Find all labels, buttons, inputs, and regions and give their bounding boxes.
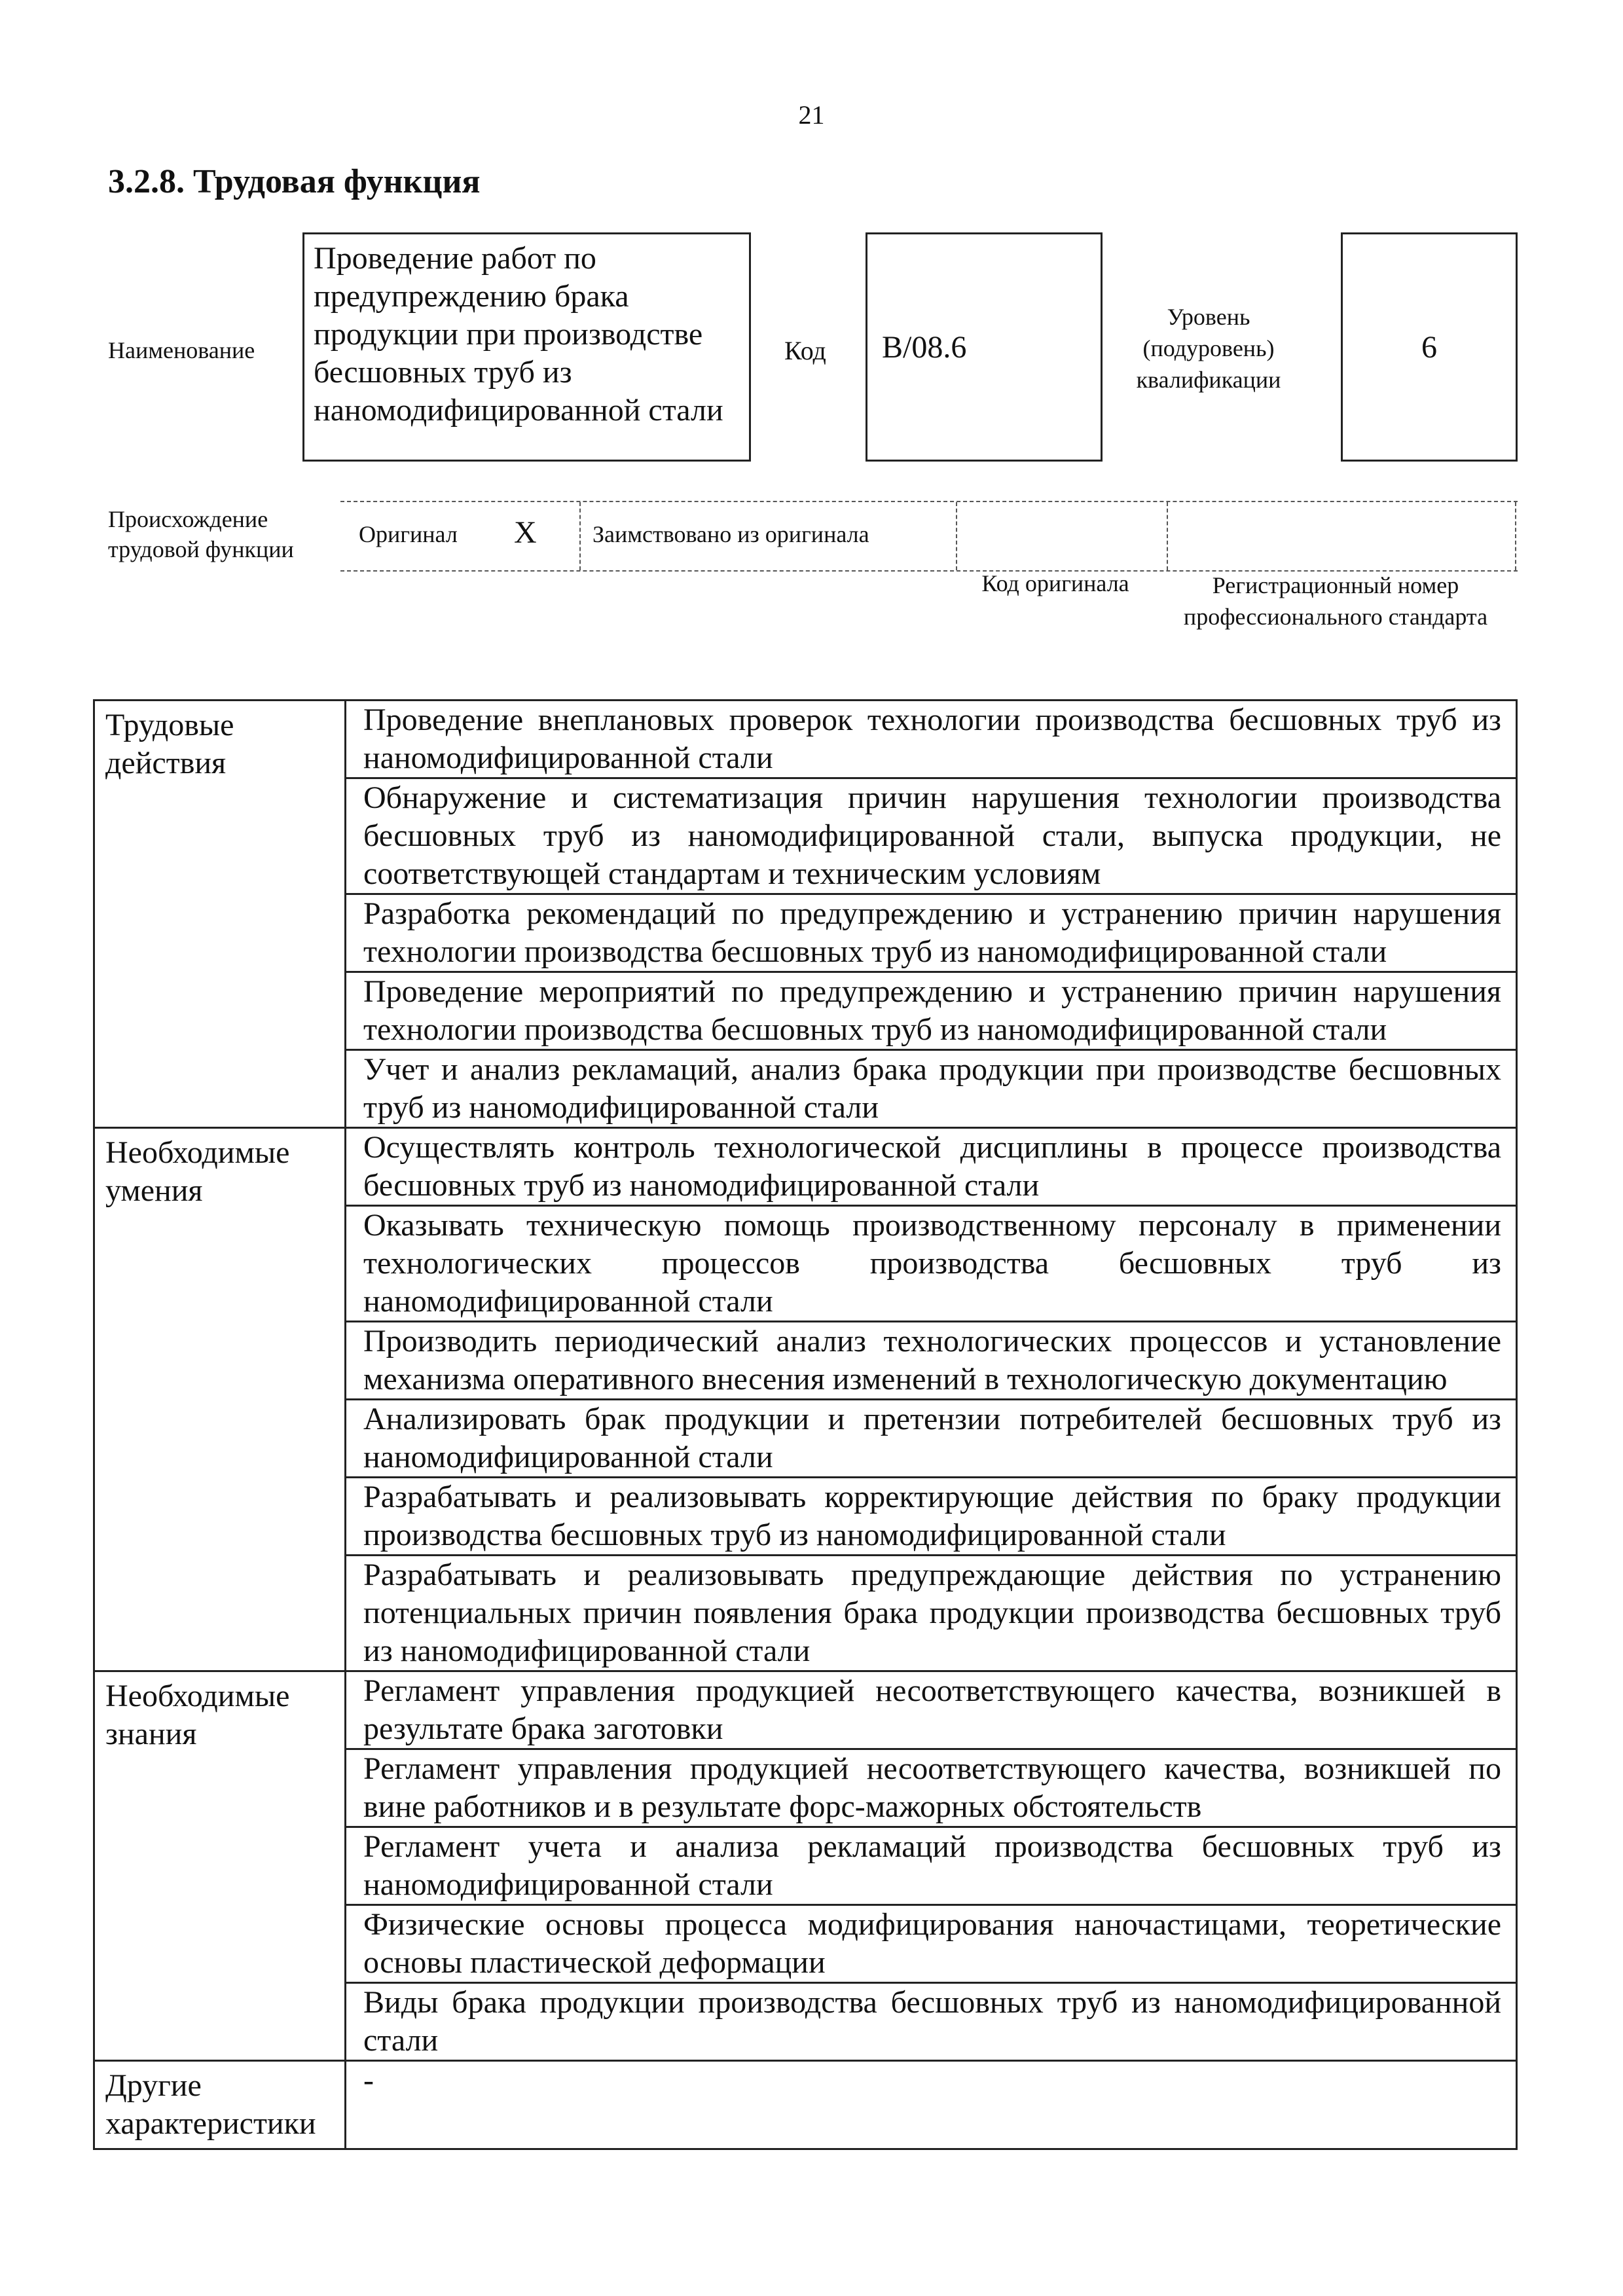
original-code-caption: Код оригинала [981, 570, 1129, 596]
skills-label: Необходимые умения [94, 1128, 346, 1671]
table-row [94, 1128, 1517, 1206]
name-label: Наименование [108, 337, 255, 363]
skill-item: Осуществлять контроль технологической дисциплины в процессе производства бесшовных труб из наномодифицированной стали [346, 1128, 1517, 1206]
qualification-level-label: Уровень (подуровень) квалификации [1136, 304, 1281, 393]
qualification-level-box: 6 [1341, 232, 1518, 462]
page-number: 21 [798, 100, 825, 130]
code-label: Код [784, 336, 826, 365]
original-mark: X [514, 515, 537, 550]
skill-item: Разрабатывать и реализовывать предупреждающие действия по устранению потенциальных причин появления брака продукции производства бесшовных труб из наномодифицированной стали [346, 1556, 1517, 1671]
action-item: Проведение внеплановых проверок технологии производства бесшовных труб из наномодифицированной стали [346, 701, 1517, 778]
skill-item: Анализировать брак продукции и претензии потребителей бесшовных труб из наномодифицированной стали [346, 1400, 1517, 1478]
action-item: Учет и анализ рекламаций, анализ брака продукции при производстве бесшовных труб из наномодифицированной стали [346, 1050, 1517, 1128]
table-row [94, 701, 1517, 778]
skill-item: Оказывать техническую помощь производственному персоналу в применении технологических процессов производства бесшовных труб из наномодифицированной стали [346, 1206, 1517, 1322]
knowledge-item: Виды брака продукции производства бесшовных труб из наномодифицированной стали [346, 1983, 1517, 2061]
origin-label: Происхождение трудовой функции [108, 506, 294, 562]
section-title: 3.2.8. Трудовая функция [108, 163, 481, 200]
code-value-box: B/08.6 [866, 232, 1103, 462]
function-details-table [93, 699, 1518, 2150]
registration-number-caption: Регистрационный номер профессионального стандарта [1183, 572, 1488, 630]
borrowed-option: Заимствовано из оригинала [593, 521, 869, 547]
skill-item: Производить периодический анализ технологических процессов и установление механизма оперативного внесения изменений в технологическую документацию [346, 1322, 1517, 1400]
skill-item: Разрабатывать и реализовывать корректирующие действия по браку продукции производства бесшовных труб из наномодифицированной стали [346, 1478, 1517, 1556]
action-item: Проведение мероприятий по предупреждению и устранению причин нарушения технологии производства бесшовных труб из наномодифицированной стали [346, 972, 1517, 1050]
action-item: Обнаружение и систематизация причин нарушения технологии производства бесшовных труб из наномодифицированной стали, выпуска продукции, не соответствующей стандартам и техническим условиям [346, 778, 1517, 894]
knowledge-item: Регламент управления продукцией несоответствующего качества, возникшей в результате брака заготовки [346, 1671, 1517, 1749]
function-name-box: Проведение работ по предупреждению брака продукции при производстве бесшовных труб из наномодифицированной стали [302, 232, 751, 462]
knowledge-label: Необходимые знания [94, 1671, 346, 2061]
table-row [94, 2061, 1517, 2149]
knowledge-item: Регламент управления продукцией несоответствующего качества, возникшей по вине работников и в результате форс-мажорных обстоятельств [346, 1749, 1517, 1827]
knowledge-item: Физические основы процесса модифицирования наночастицами, теоретические основы пластической деформации [346, 1905, 1517, 1983]
table-row [94, 1671, 1517, 1749]
actions-label: Трудовые действия [94, 701, 346, 1128]
other-label: Другие характеристики [94, 2061, 346, 2149]
other-value: - [346, 2061, 1517, 2149]
action-item: Разработка рекомендаций по предупреждению и устранению причин нарушения технологии производства бесшовных труб из наномодифицированной стали [346, 894, 1517, 972]
original-option: Оригинал [359, 521, 458, 547]
knowledge-item: Регламент учета и анализа рекламаций производства бесшовных труб из наномодифицированной стали [346, 1827, 1517, 1905]
